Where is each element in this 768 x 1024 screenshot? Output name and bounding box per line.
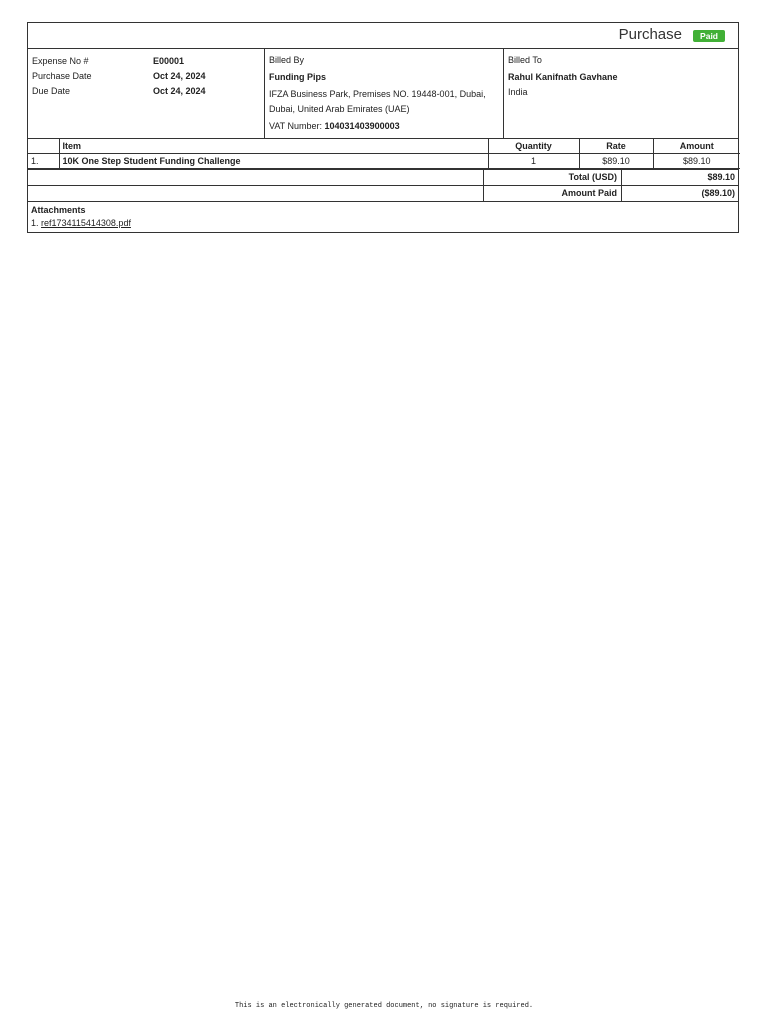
total-label: Total (USD) [484, 170, 622, 185]
amount-paid-row [28, 185, 738, 201]
purchase-date-label: Purchase Date [32, 70, 92, 81]
row-item: 10K One Step Student Funding Challenge [59, 154, 488, 169]
billed-by [265, 49, 504, 138]
row-amount: $89.10 [653, 154, 740, 169]
billed-to-label: Billed To [508, 55, 542, 65]
info-section [28, 49, 738, 139]
attachment-index: 1. [31, 218, 39, 228]
attachment-link[interactable]: ref1734115414308.pdf [41, 218, 131, 228]
row-rate: $89.10 [579, 154, 653, 169]
table-row [28, 154, 740, 169]
purchase-document [27, 22, 739, 233]
billed-by-address-2: Dubai, United Arab Emirates (UAE) [269, 104, 410, 114]
expense-meta [28, 49, 265, 138]
due-date-row [32, 83, 260, 98]
billed-by-name: Funding Pips [269, 72, 326, 82]
col-quantity-header: Quantity [488, 139, 579, 154]
purchase-date-value: Oct 24, 2024 [153, 70, 206, 81]
status-badge: Paid [693, 30, 725, 42]
col-index-header [28, 139, 59, 154]
expense-no-label: Expense No # [32, 55, 89, 66]
col-rate-header: Rate [579, 139, 653, 154]
row-index: 1. [28, 154, 59, 169]
expense-no-row [32, 53, 260, 68]
vat-label: VAT Number: [269, 121, 323, 131]
footer-note: This is an electronically generated document, no signature is required. [234, 1002, 534, 1010]
vat-row [269, 119, 499, 134]
items-header-row [28, 139, 740, 154]
billed-to [504, 49, 738, 138]
attachments-title: Attachments [31, 205, 86, 215]
billed-by-label: Billed By [269, 55, 305, 65]
expense-no-value: E00001 [153, 55, 185, 66]
amount-paid-label: Amount Paid [484, 186, 622, 201]
billed-by-address-1: IFZA Business Park, Premises NO. 19448-001, Dubai, [269, 89, 486, 99]
due-date-value: Oct 24, 2024 [153, 85, 206, 96]
row-quantity: 1 [488, 154, 579, 169]
col-amount-header: Amount [653, 139, 740, 154]
col-item-header: Item [59, 139, 488, 154]
vat-number: 104031403900003 [324, 121, 400, 131]
purchase-date-row [32, 68, 260, 83]
due-date-label: Due Date [32, 85, 71, 96]
document-title: Purchase [618, 26, 682, 43]
billed-to-country: India [508, 87, 528, 97]
attachments-section [28, 201, 738, 232]
items-table [28, 139, 740, 169]
document-header [28, 23, 738, 49]
billed-to-name: Rahul Kanifnath Gavhane [508, 72, 618, 82]
attachment-item [31, 218, 735, 228]
amount-paid-value: ($89.10) [701, 188, 735, 198]
total-row [28, 169, 738, 185]
total-value: $89.10 [707, 172, 735, 182]
